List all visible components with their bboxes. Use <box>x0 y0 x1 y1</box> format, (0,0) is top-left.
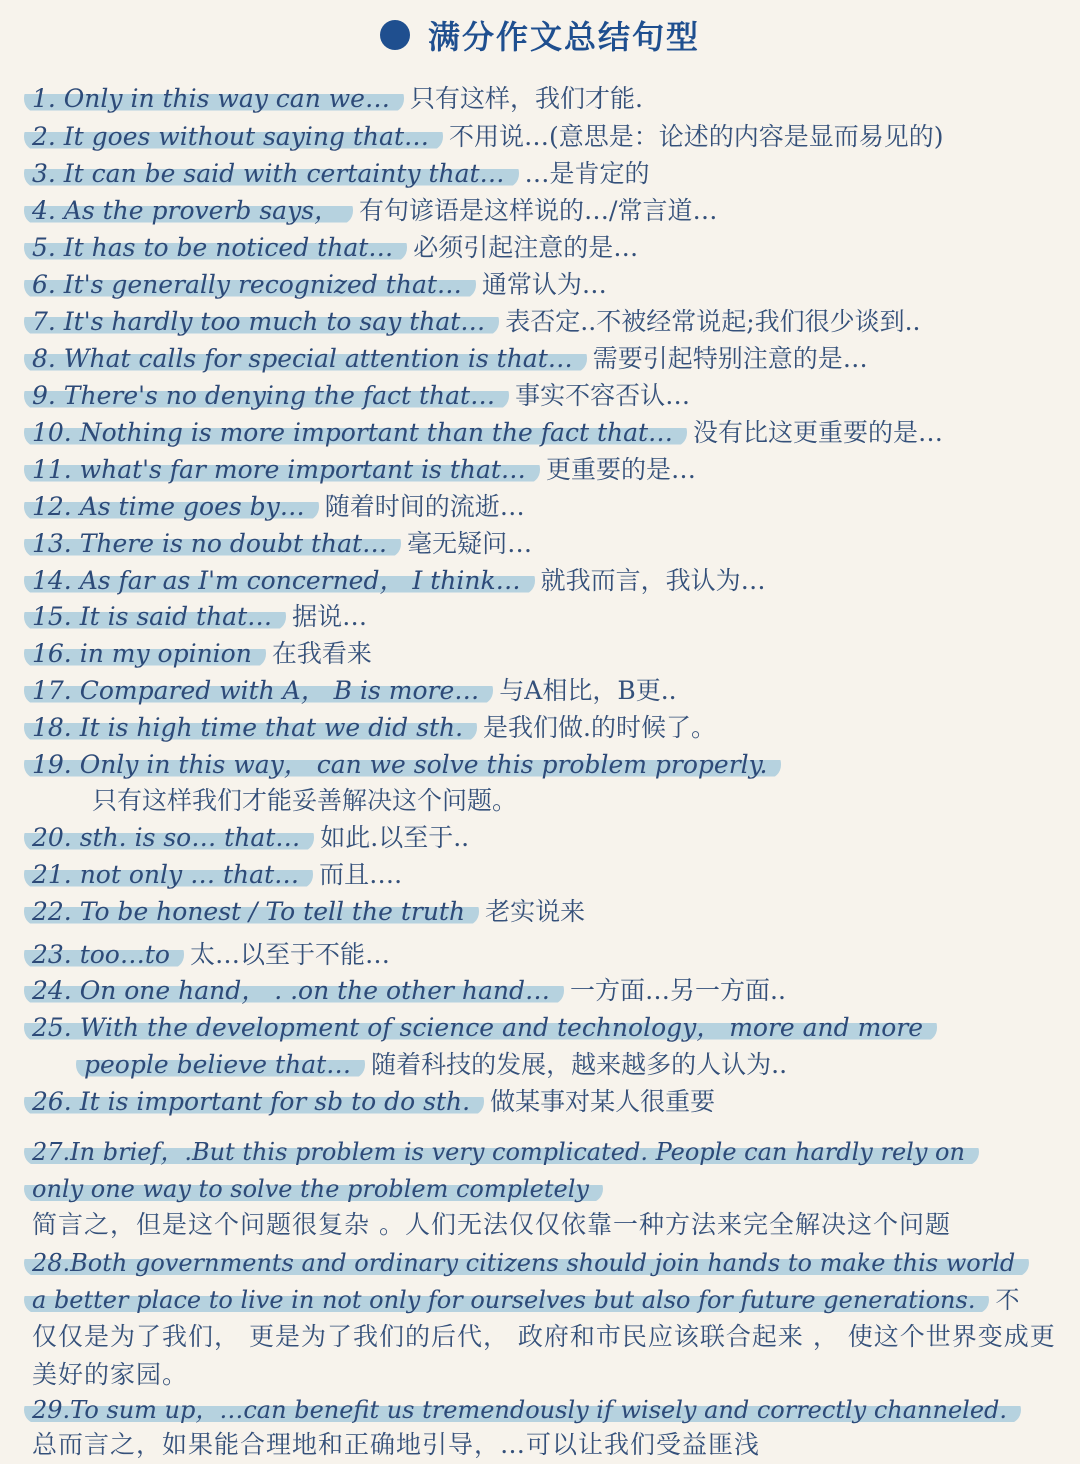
sentence-21 <box>24 858 402 892</box>
sentence-3 <box>24 157 650 191</box>
chinese-meaning: 是我们做.的时候了。 <box>483 713 716 742</box>
english-pattern: 13. There is no doubt that… <box>24 529 401 558</box>
title-bullet-icon <box>380 20 410 50</box>
sentence-19 <box>24 748 781 782</box>
chinese-meaning: 太…以至于不能… <box>189 940 390 969</box>
english-pattern: people believe that… <box>76 1050 365 1079</box>
english-pattern: 26. It is important for sb to do sth. <box>24 1087 484 1116</box>
chinese-meaning: 表否定..不被经常说起;我们很少谈到.. <box>505 307 921 336</box>
chinese-meaning: 随着时间的流逝… <box>324 492 525 521</box>
english-pattern: 28.Both governments and ordinary citizens should join hands to make this world <box>24 1249 1029 1277</box>
sentence-27-meaning: 简言之，但是这个问题很复杂 。人们无法仅仅依靠一种方法来完全解决这个问题 <box>32 1210 951 1239</box>
chinese-meaning: 不用说…(意思是：论述的内容是显而易见的) <box>449 122 944 151</box>
english-pattern: 8. What calls for special attention is that… <box>24 344 587 373</box>
english-pattern: 5. It has to be noticed that… <box>24 233 407 262</box>
english-pattern: 23. too…to <box>24 940 184 969</box>
sentence-27 <box>24 1135 979 1169</box>
english-pattern: 20. sth. is so… that… <box>24 823 314 852</box>
english-pattern: 29.To sum up，…can benefit us tremendously if wisely and correctly channeled. <box>24 1396 1021 1424</box>
sentence-28 <box>24 1246 1029 1280</box>
sentence-28-meaning: 仅仅是为了我们， 更是为了我们的后代， 政府和市民应该联合起来 ， 使这个世界变成更美好的家园。 <box>32 1322 1056 1389</box>
english-pattern: 25. With the development of science and technology， more and more <box>24 1013 937 1042</box>
sentence-20 <box>24 821 469 855</box>
chinese-meaning: 一方面…另一方面.. <box>570 976 786 1005</box>
english-pattern: 15. It is said that… <box>24 602 286 631</box>
chinese-meaning: 更重要的是… <box>545 455 696 484</box>
english-pattern: 14. As far as I'm concerned， I think… <box>24 566 535 595</box>
sentence-23 <box>24 938 390 972</box>
chinese-meaning: 毫无疑问… <box>407 529 533 558</box>
english-pattern: a better place to live in not only for ourselves but also for future generations. <box>24 1286 989 1314</box>
sentence-10 <box>24 416 943 450</box>
english-pattern: 19. Only in this way， can we solve this problem properly. <box>24 750 781 779</box>
chinese-meaning: 做某事对某人很重要 <box>490 1087 716 1116</box>
chinese-meaning: …是肯定的 <box>524 159 650 188</box>
sentence-6 <box>24 268 607 302</box>
english-pattern: 1. Only in this way can we… <box>24 84 404 113</box>
chinese-meaning: 事实不容否认… <box>515 381 691 410</box>
sentence-29-meaning: 总而言之，如果能合理地和正确地引导，…可以让我们受益匪浅 <box>32 1430 761 1459</box>
english-pattern: 9. There's no denying the fact that… <box>24 381 509 410</box>
chinese-meaning: 不 <box>995 1286 1020 1314</box>
sentence-13 <box>24 527 532 561</box>
english-pattern: only one way to solve the problem completely <box>24 1175 603 1203</box>
english-pattern: 6. It's generally recognized that… <box>24 270 476 299</box>
sentence-19-meaning <box>86 784 517 818</box>
sentence-26 <box>24 1085 715 1119</box>
english-pattern: 24. On one hand， . .on the other hand… <box>24 976 564 1005</box>
chinese-meaning: 需要引起特别注意的是… <box>592 344 868 373</box>
sentence-11 <box>24 453 696 487</box>
chinese-meaning: 据说… <box>292 602 368 631</box>
sentence-7 <box>24 305 921 339</box>
english-pattern: 12. As time goes by… <box>24 492 319 521</box>
chinese-meaning: 只有这样，我们才能. <box>409 84 643 113</box>
sentence-14 <box>24 564 766 598</box>
sentence-29 <box>24 1393 1021 1427</box>
english-pattern: 22. To be honest / To tell the truth <box>24 897 479 926</box>
chinese-meaning: 如此.以至于.. <box>320 823 470 852</box>
english-pattern: 3. It can be said with certainty that… <box>24 159 519 188</box>
english-pattern: 7. It's hardly too much to say that… <box>24 307 499 336</box>
english-pattern: 10. Nothing is more important than the fact that… <box>24 418 687 447</box>
chinese-meaning: 而且…. <box>319 860 403 889</box>
chinese-meaning: 没有比这更重要的是… <box>693 418 944 447</box>
sentence-22 <box>24 895 585 929</box>
sentence-8 <box>24 342 868 376</box>
page-title: 满分作文总结句型 <box>427 18 700 56</box>
english-pattern: 11. what's far more important is that… <box>24 455 540 484</box>
english-pattern: 4. As the proverb says， <box>24 196 353 225</box>
sentence-16 <box>24 637 372 671</box>
sentence-18 <box>24 711 716 745</box>
sentence-25 <box>24 1011 937 1045</box>
sentence-9 <box>24 379 690 413</box>
sentence-12 <box>24 490 525 524</box>
chinese-meaning: 与A相比，B更.. <box>499 676 677 705</box>
chinese-meaning: 老实说来 <box>485 897 586 926</box>
page-title-row <box>0 12 1080 58</box>
sentence-15 <box>24 600 367 634</box>
english-pattern: 18. It is high time that we did sth. <box>24 713 477 742</box>
sentence-2 <box>24 120 944 154</box>
sentence-27-cont <box>24 1172 603 1206</box>
english-pattern: 2. It goes without saying that… <box>24 122 443 151</box>
sentence-17 <box>24 674 677 708</box>
sentence-5 <box>24 231 638 265</box>
chinese-meaning: 就我而言，我认为… <box>540 566 766 595</box>
english-pattern: 21. not only … that… <box>24 860 313 889</box>
chinese-meaning: 在我看来 <box>271 639 372 668</box>
sentence-4 <box>24 194 717 228</box>
sentence-1 <box>24 82 643 116</box>
chinese-meaning: 有句谚语是这样说的…/常言道… <box>359 196 718 225</box>
english-pattern: 27.In brief，.But this problem is very complicated. People can hardly rely on <box>24 1138 979 1166</box>
sentence-28-cont <box>24 1283 1019 1317</box>
chinese-meaning: 随着科技的发展，越来越多的人认为.. <box>371 1050 788 1079</box>
chinese-meaning: 通常认为… <box>481 270 607 299</box>
chinese-meaning: 只有这样我们才能妥善解决这个问题。 <box>92 786 518 815</box>
sentence-25-cont <box>76 1048 787 1082</box>
english-pattern: 16. in my opinion <box>24 639 266 668</box>
chinese-meaning: 必须引起注意的是… <box>413 233 639 262</box>
sentence-24 <box>24 974 786 1008</box>
english-pattern: 17. Compared with A， B is more… <box>24 676 493 705</box>
